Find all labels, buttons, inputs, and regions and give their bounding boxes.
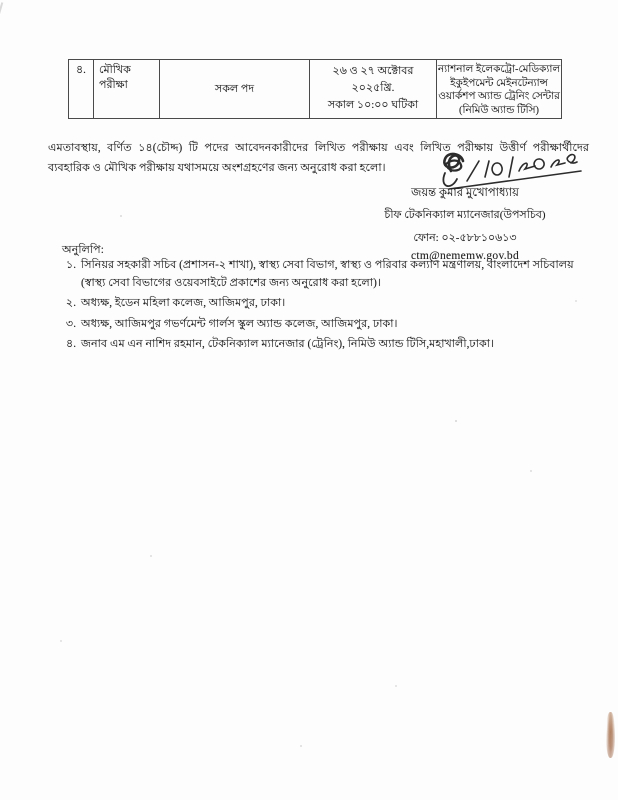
scan-edge-artifact — [0, 2, 3, 26]
copy-item-text: অধ্যক্ষ, আজিমপুর গভর্ণমেন্ট গার্লস স্কুল অ্যান্ড কলেজ, আজিমপুর, ঢাকা। — [81, 317, 398, 330]
copy-item-text: জনাব এম এন নাশিদ রহমান, টেকনিক্যাল ম্যানেজার (ট্রেনিং), নিমিউ অ্যান্ড টিসি,মহাখালী,ঢাকা। — [81, 338, 495, 350]
table-cell-serial — [69, 60, 93, 118]
table-cell-schedule — [309, 60, 436, 118]
body-paragraph: এমতাবস্থায়, বর্ণিত ১৪(চৌদ্দ) টি পদের আবেদনকারীদের লিখিত পরীক্ষায় এবং লিখিত পরীক্ষায় উত্তীর্ণ পরীক্ষার্থীদের ব্যবহারিক ও মৌখিক পরীক্ষায় যথাসময়ে অংশগ্রহণের জন্য অনুরোধ করা হলো। — [48, 142, 589, 174]
serial-number: ৪. — [76, 64, 86, 76]
table-cell-venue — [436, 60, 561, 118]
copy-item-3 — [62, 316, 596, 334]
copy-item-number: ১. — [65, 259, 76, 271]
exam-schedule-table — [68, 59, 562, 119]
schedule-year-line: ২০২৫খ্রি. — [351, 82, 395, 94]
venue-line-3: ওয়ার্কশপ অ্যান্ড ট্রেনিং সেন্টার — [438, 91, 560, 102]
copies-heading: অনুলিপি: — [62, 244, 104, 256]
signatory-email: ctm@nememw.gov.bd — [410, 250, 520, 262]
table-cell-posts — [159, 60, 309, 118]
copy-item-number: ৪. — [65, 338, 76, 350]
copy-item-1 — [62, 257, 596, 292]
table-cell-exam-type — [93, 60, 159, 118]
copy-item-4 — [62, 336, 596, 354]
venue-line-2: ইকুইপমেন্ট মেইনটেন্যান্স — [450, 77, 548, 89]
copy-item-2 — [62, 295, 596, 313]
copies-list — [62, 257, 596, 357]
signatory-designation: চীফ টেকনিক্যাল ম্যানেজার(উপসচিব) — [384, 209, 546, 221]
venue-line-4: (নিমিউ অ্যান্ড টিসি) — [459, 104, 539, 116]
copy-item-text: সিনিয়র সহকারী সচিব (প্রশাসন-২ শাখা), স্বাস্থ্য সেবা বিভাগ, স্বাস্থ্য ও পরিবার কল্যাণ মন্ত্রণালয়, বাংলাদেশ সচিবালয় (স্বাস্থ্য সেবা বিভাগের ওয়েবসাইটে প্রকাশের জন্য অনুরোধ করা হলো)। — [81, 259, 574, 289]
schedule-time-line: সকাল ১০:০০ ঘটিকা — [327, 99, 419, 111]
exam-type: মৌখিক পরীক্ষা — [99, 64, 131, 91]
venue-line-1: ন্যাশনাল ইলেকট্রো-মেডিক্যাল — [437, 64, 561, 75]
posts-label: সকল পদ — [214, 82, 255, 95]
signatory-phone: ফোন: ০২-৫৮৮১০৬১৩ — [413, 232, 517, 244]
copy-item-number: ৩. — [65, 317, 76, 330]
schedule-date-line: ২৬ ও ২৭ অক্টোবর — [332, 65, 414, 77]
copy-item-text: অধ্যক্ষ, ইডেন মহিলা কলেজ, আজিমপুর, ঢাকা। — [81, 297, 286, 309]
scan-noise-specks — [0, 0, 2, 2]
signatory-name: জয়ন্ত কুমার মুখোপাধ্যায় — [411, 187, 519, 199]
copy-item-number: ২. — [65, 297, 76, 309]
scan-smudge-artifact — [606, 712, 615, 758]
signatory-block — [345, 184, 585, 262]
